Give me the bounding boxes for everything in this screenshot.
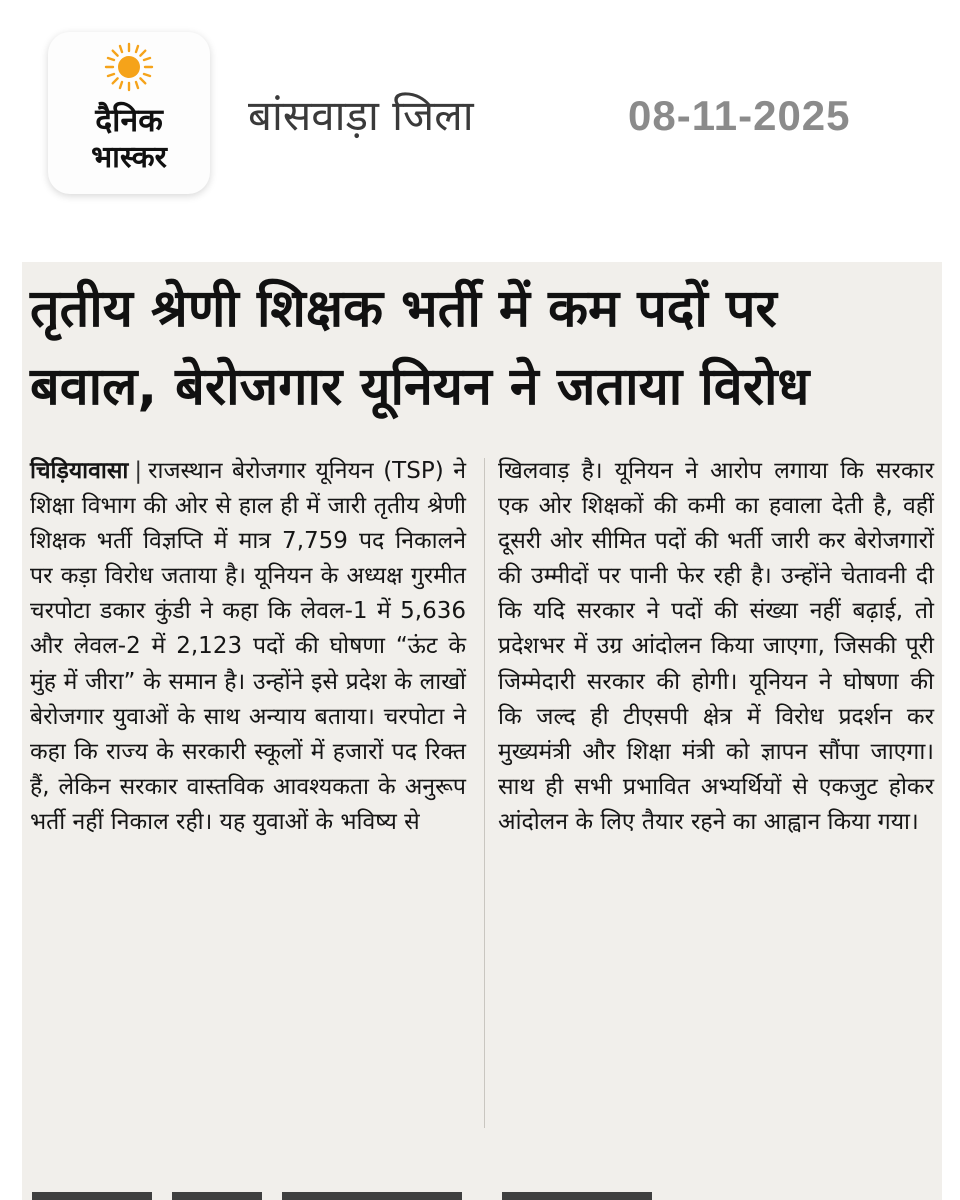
cropped-text-fragment bbox=[282, 1192, 462, 1200]
cropped-next-article bbox=[22, 1182, 942, 1200]
logo-text-bhaskar: भास्कर bbox=[91, 140, 167, 175]
edition-date: 08-11-2025 bbox=[628, 92, 851, 139]
article-dateline: चिड़ियावासा bbox=[30, 458, 129, 484]
edition-name: बांसवाड़ा जिला bbox=[248, 91, 474, 140]
page-header bbox=[0, 0, 960, 215]
cropped-text-fragment bbox=[502, 1192, 652, 1200]
article-column-right bbox=[498, 454, 934, 840]
right-column-text: खिलवाड़ है। यूनियन ने आरोप लगाया कि सरकार एक ओर शिक्षकों की कमी का हवाला देती है, वहीं दूसरी ओर सीमित पदों की भर्ती जारी कर बेरोजगारों की उम्मीदों पर पानी फेर रही है। उन्होंने चेतावनी दी कि यदि सरकार ने पदों की संख्या नहीं बढ़ाई, तो प्रदेशभर में उग्र आंदोलन किया जाएगा, जिसकी पूरी जिम्मेदारी सरकार की होगी। यूनियन ने घोषणा की कि जल्द ही टीएसपी क्षेत्र में विरोध प्रदर्शन कर मुख्यमंत्री और शिक्षा मंत्री को ज्ञापन सौंपा जाएगा। साथ ही सभी प्रभावित अभ्यर्थियों से एकजुट होकर आंदोलन के लिए तैयार रहने का आह्वान किया गया। bbox=[498, 458, 934, 835]
dainik-bhaskar-logo[interactable] bbox=[48, 32, 210, 194]
headline-line-2: बवाल, बेरोजगार यूनियन ने जताया विरोध bbox=[30, 357, 810, 417]
article-headline bbox=[30, 270, 930, 426]
logo-text-dainik: दैनिक bbox=[95, 101, 163, 139]
cropped-text-fragment bbox=[32, 1192, 152, 1200]
sun-icon bbox=[104, 42, 154, 92]
column-divider bbox=[484, 458, 485, 1128]
dateline-separator: | bbox=[134, 458, 143, 484]
left-column-text: राजस्थान बेरोजगार यूनियन (TSP) ने शिक्षा विभाग की ओर से हाल ही में जारी तृतीय श्रेणी शिक्षक भर्ती विज्ञप्ति में मात्र 7,759 पद निकालने पर कड़ा विरोध जताया है। यूनियन के अध्यक्ष गुरमीत चरपोटा डकार कुंडी ने कहा कि लेवल-1 में 5,636 और लेवल-2 में 2,123 पदों की घोषणा “ऊंट के मुंह में जीरा” के समान है। उन्होंने इसे प्रदेश के लाखों बेरोजगार युवाओं के साथ अन्याय बताया। चरपोटा ने कहा कि राज्य के सरकारी स्कूलों में हजारों पद रिक्त हैं, लेकिन सरकार वास्तविक आवश्यकता के अनुरूप भर्ती नहीं निकाल रही। यह युवाओं के भविष्य से bbox=[30, 458, 466, 835]
article-column-left bbox=[30, 454, 466, 840]
news-clipping bbox=[22, 262, 942, 1200]
headline-line-1: तृतीय श्रेणी शिक्षक भर्ती में कम पदों पर bbox=[30, 279, 777, 339]
cropped-text-fragment bbox=[172, 1192, 262, 1200]
